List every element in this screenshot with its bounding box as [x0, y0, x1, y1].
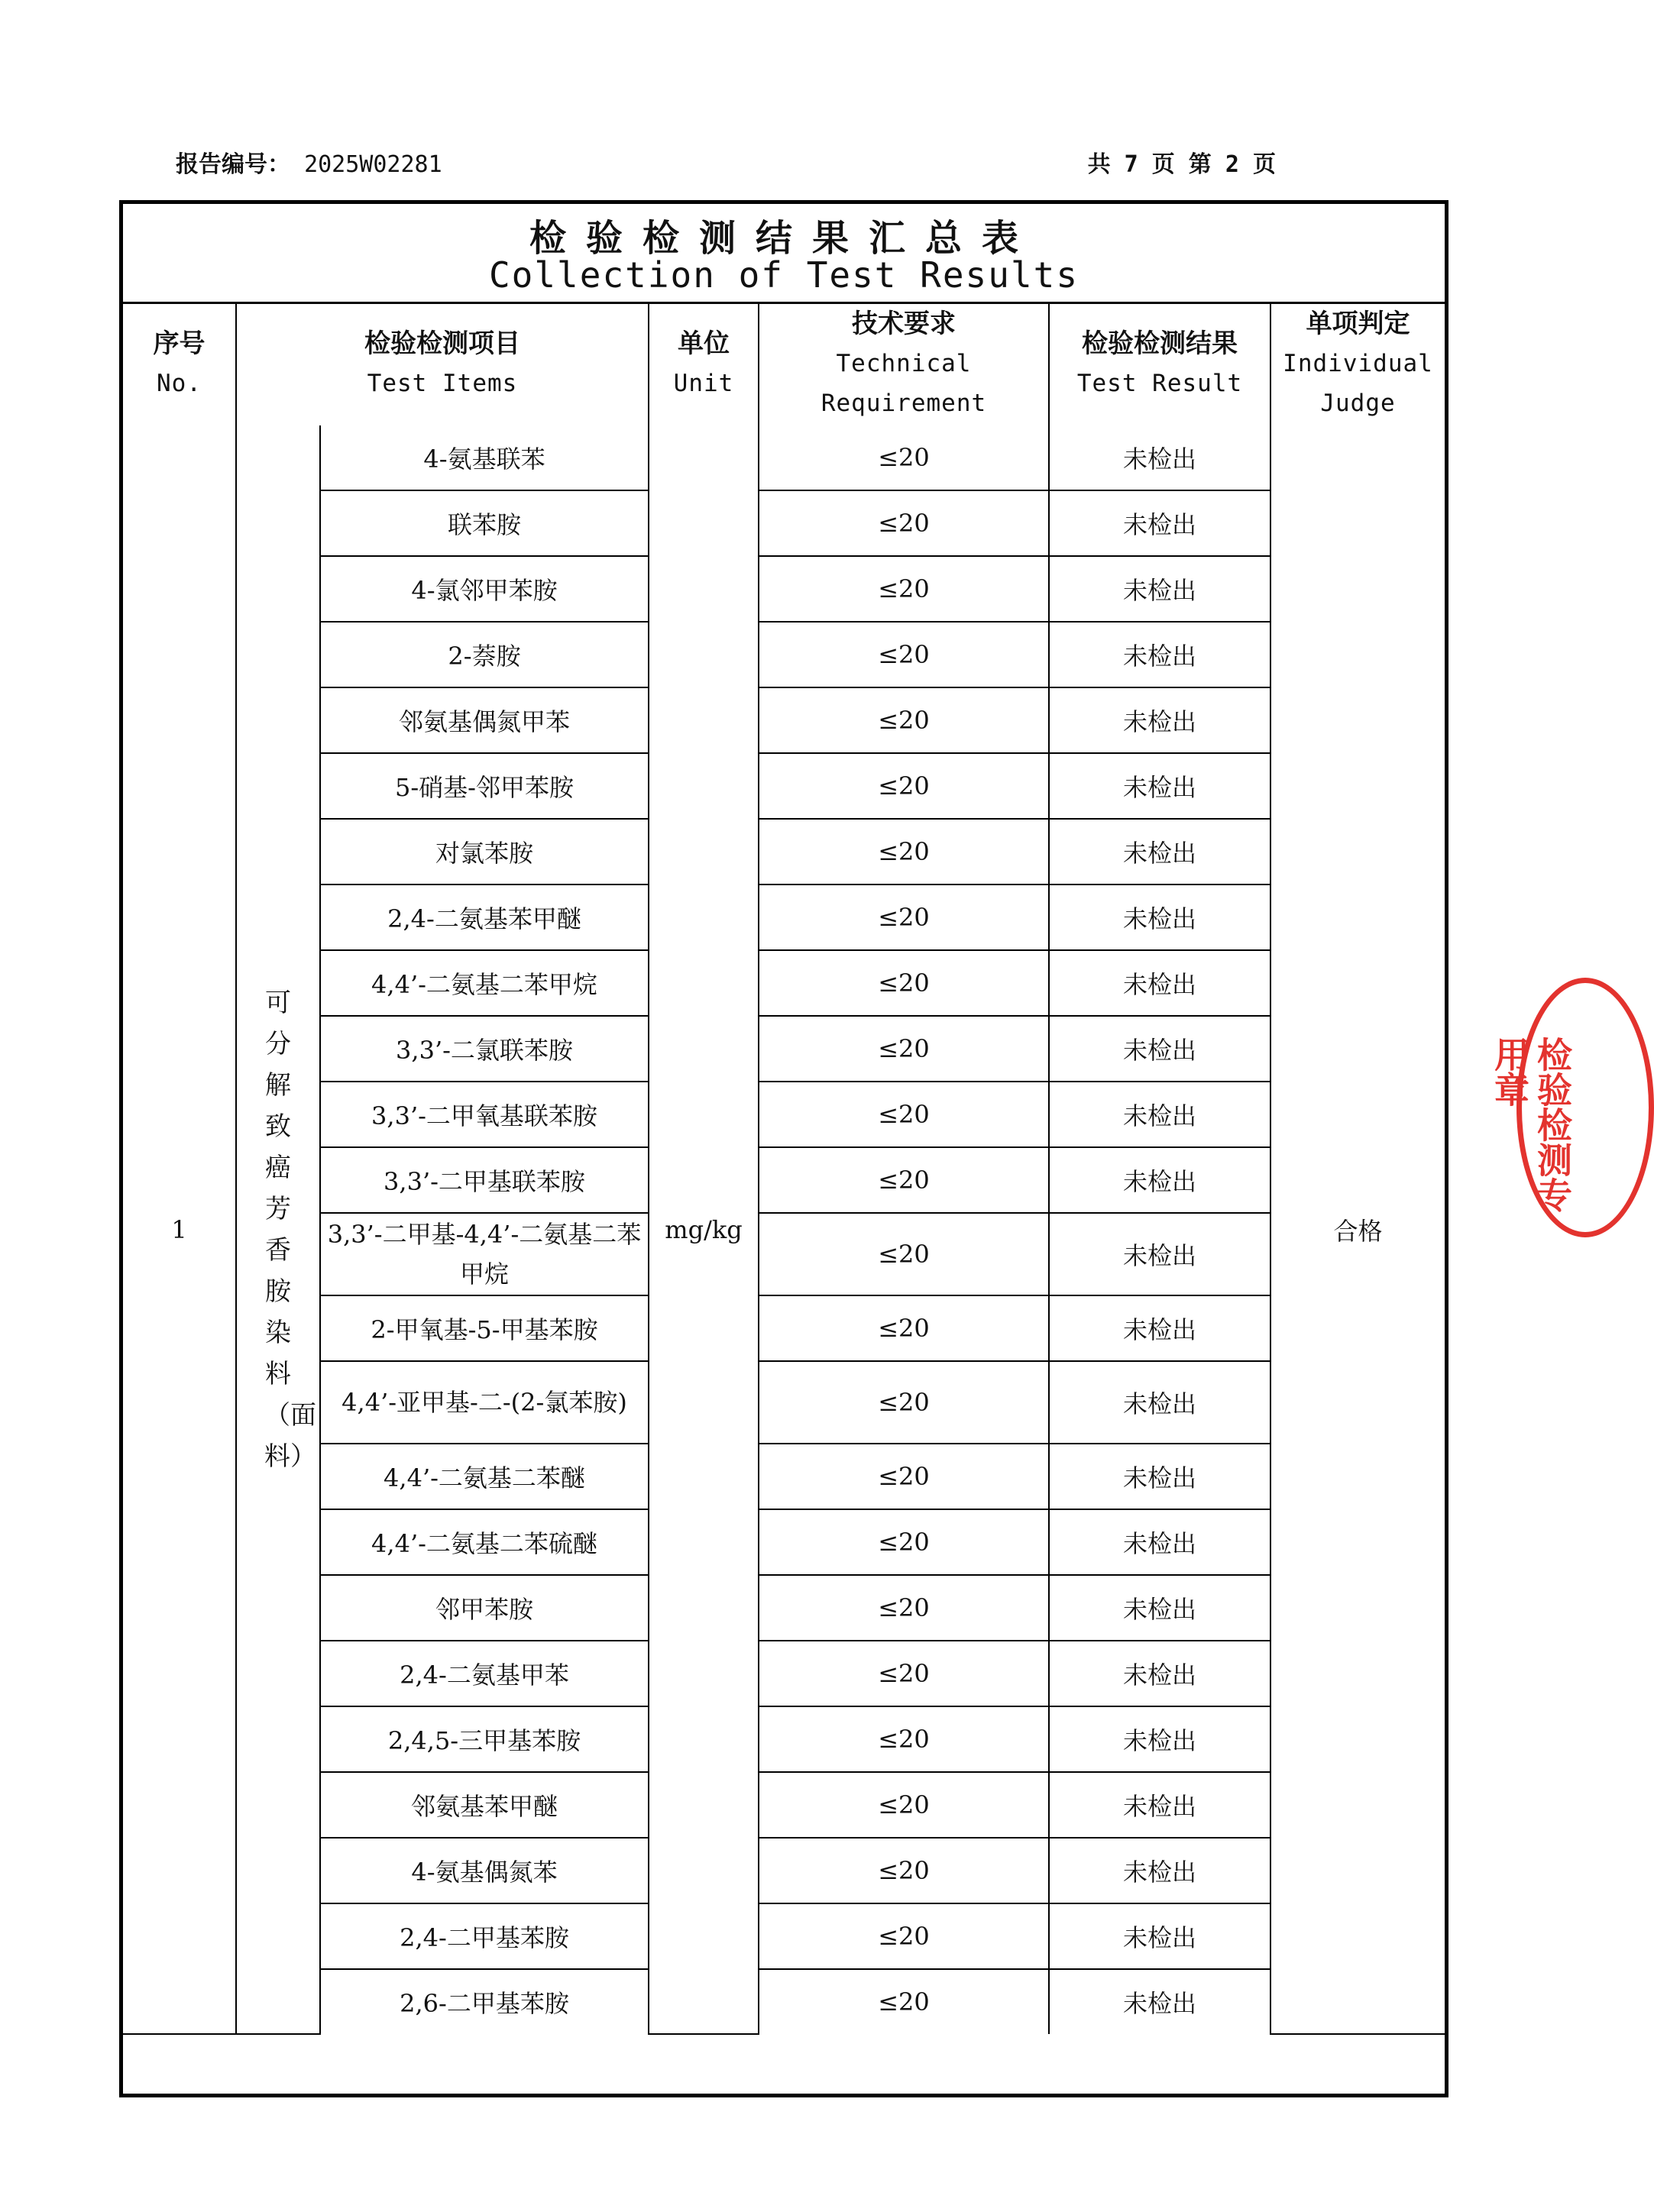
test-result: 未检出	[1049, 1082, 1270, 1147]
inspection-seal	[1489, 978, 1654, 1237]
table-row	[123, 950, 1445, 1016]
table-header-row	[123, 302, 1445, 425]
table-row	[123, 1147, 1445, 1213]
test-result: 未检出	[1049, 425, 1270, 490]
technical-requirement: ≤20	[759, 1706, 1049, 1772]
individual-judgement: 合格	[1270, 425, 1445, 2034]
test-item: 2-甲氧基-5-甲基苯胺	[320, 1295, 649, 1361]
test-item: 4-氯邻甲苯胺	[320, 556, 649, 622]
table-row	[123, 1016, 1445, 1082]
table-row	[123, 1772, 1445, 1838]
test-result: 未检出	[1049, 1509, 1270, 1575]
table-row	[123, 490, 1445, 556]
test-result: 未检出	[1049, 1641, 1270, 1706]
technical-requirement: ≤20	[759, 1509, 1049, 1575]
technical-requirement: ≤20	[759, 950, 1049, 1016]
report-number-label: 报告编号：	[176, 151, 290, 178]
technical-requirement: ≤20	[759, 753, 1049, 819]
table-row	[123, 1295, 1445, 1361]
page-title-cn: 检验检测结果汇总表	[529, 217, 1038, 260]
test-result: 未检出	[1049, 687, 1270, 753]
test-item: 邻甲苯胺	[320, 1575, 649, 1641]
test-item: 邻氨基苯甲醚	[320, 1772, 649, 1838]
test-item: 邻氨基偶氮甲苯	[320, 687, 649, 753]
test-result: 未检出	[1049, 819, 1270, 884]
technical-requirement: ≤20	[759, 1295, 1049, 1361]
table-row	[123, 1641, 1445, 1706]
test-item: 4-氨基偶氮苯	[320, 1838, 649, 1903]
test-result: 未检出	[1049, 1016, 1270, 1082]
table-row	[123, 425, 1445, 490]
technical-requirement: ≤20	[759, 1213, 1049, 1295]
technical-requirement: ≤20	[759, 687, 1049, 753]
test-item: 对氯苯胺	[320, 819, 649, 884]
technical-requirement: ≤20	[759, 1575, 1049, 1641]
column-header-test-result: 检验检测结果 Test Result	[1049, 302, 1270, 425]
results-report	[119, 200, 1448, 2097]
test-category-label: 可分解致癌芳香胺染料（面料）	[264, 987, 316, 1472]
technical-requirement: ≤20	[759, 1016, 1049, 1082]
test-item: 2,4-二甲基苯胺	[320, 1903, 649, 1969]
test-result: 未检出	[1049, 1295, 1270, 1361]
table-row	[123, 687, 1445, 753]
table-row	[123, 622, 1445, 687]
table-row	[123, 1444, 1445, 1509]
test-item: 4,4’-二氨基二苯硫醚	[320, 1509, 649, 1575]
test-result: 未检出	[1049, 622, 1270, 687]
table-row	[123, 1361, 1445, 1444]
technical-requirement: ≤20	[759, 1444, 1049, 1509]
technical-requirement: ≤20	[759, 490, 1049, 556]
report-number-line	[176, 145, 442, 179]
table-row	[123, 1575, 1445, 1641]
test-item: 2-萘胺	[320, 622, 649, 687]
test-category	[236, 425, 320, 2034]
technical-requirement: ≤20	[759, 1361, 1049, 1444]
column-header-technical-requirement: 技术要求 Technical Requirement	[759, 302, 1049, 425]
test-result: 未检出	[1049, 1147, 1270, 1213]
table-row	[123, 1082, 1445, 1147]
table-row	[123, 819, 1445, 884]
test-item: 3,3’-二甲氧基联苯胺	[320, 1082, 649, 1147]
test-result: 未检出	[1049, 950, 1270, 1016]
test-item: 2,4-二氨基苯甲醚	[320, 884, 649, 950]
test-result: 未检出	[1049, 1575, 1270, 1641]
technical-requirement: ≤20	[759, 1969, 1049, 2034]
technical-requirement: ≤20	[759, 1838, 1049, 1903]
test-item: 3,3’-二甲基联苯胺	[320, 1147, 649, 1213]
test-result: 未检出	[1049, 1213, 1270, 1295]
test-item: 3,3’-二甲基-4,4’-二氨基二苯甲烷	[320, 1213, 649, 1295]
table-row	[123, 1706, 1445, 1772]
technical-requirement: ≤20	[759, 556, 1049, 622]
table-row	[123, 1969, 1445, 2034]
table-row	[123, 1903, 1445, 1969]
test-result: 未检出	[1049, 1706, 1270, 1772]
technical-requirement: ≤20	[759, 884, 1049, 950]
report-header	[176, 145, 1276, 176]
test-item: 2,4-二氨基甲苯	[320, 1641, 649, 1706]
table-row	[123, 1213, 1445, 1295]
test-result: 未检出	[1049, 884, 1270, 950]
column-header-individual-judge: 单项判定 Individual Judge	[1270, 302, 1445, 425]
test-item: 4,4’-亚甲基-二-(2-氯苯胺)	[320, 1361, 649, 1444]
test-result: 未检出	[1049, 1772, 1270, 1838]
technical-requirement: ≤20	[759, 1147, 1049, 1213]
test-item: 4,4’-二氨基二苯甲烷	[320, 950, 649, 1016]
test-item: 联苯胺	[320, 490, 649, 556]
results-table	[123, 302, 1445, 2035]
column-header-test-items: 检验检测项目 Test Items	[236, 302, 649, 425]
column-header-unit: 单位 Unit	[649, 302, 759, 425]
column-header-no: 序号 No.	[123, 302, 236, 425]
test-result: 未检出	[1049, 556, 1270, 622]
title-block	[123, 204, 1445, 304]
technical-requirement: ≤20	[759, 425, 1049, 490]
technical-requirement: ≤20	[759, 1903, 1049, 1969]
report-number: 2025W02281	[304, 151, 442, 178]
technical-requirement: ≤20	[759, 1641, 1049, 1706]
table-row	[123, 753, 1445, 819]
test-result: 未检出	[1049, 1969, 1270, 2034]
seal-text: 检验检测专用章	[1489, 1036, 1573, 1212]
unit-cell: mg/kg	[649, 425, 759, 2034]
table-row	[123, 556, 1445, 622]
page-title-en: Collection of Test Results	[488, 254, 1079, 296]
table-body	[123, 425, 1445, 2034]
test-result: 未检出	[1049, 753, 1270, 819]
row-number: 1	[123, 425, 236, 2034]
technical-requirement: ≤20	[759, 819, 1049, 884]
technical-requirement: ≤20	[759, 622, 1049, 687]
table-row	[123, 884, 1445, 950]
technical-requirement: ≤20	[759, 1082, 1049, 1147]
test-item: 2,6-二甲基苯胺	[320, 1969, 649, 2034]
test-item: 4-氨基联苯	[320, 425, 649, 490]
test-result: 未检出	[1049, 1903, 1270, 1969]
test-item: 5-硝基-邻甲苯胺	[320, 753, 649, 819]
test-result: 未检出	[1049, 1444, 1270, 1509]
test-result: 未检出	[1049, 490, 1270, 556]
technical-requirement: ≤20	[759, 1772, 1049, 1838]
test-result: 未检出	[1049, 1361, 1270, 1444]
test-item: 3,3’-二氯联苯胺	[320, 1016, 649, 1082]
table-row	[123, 1509, 1445, 1575]
test-item: 2,4,5-三甲基苯胺	[320, 1706, 649, 1772]
test-item: 4,4’-二氨基二苯醚	[320, 1444, 649, 1509]
page-info: 共 7 页 第 2 页	[1087, 151, 1276, 178]
table-row	[123, 1838, 1445, 1903]
test-result: 未检出	[1049, 1838, 1270, 1903]
